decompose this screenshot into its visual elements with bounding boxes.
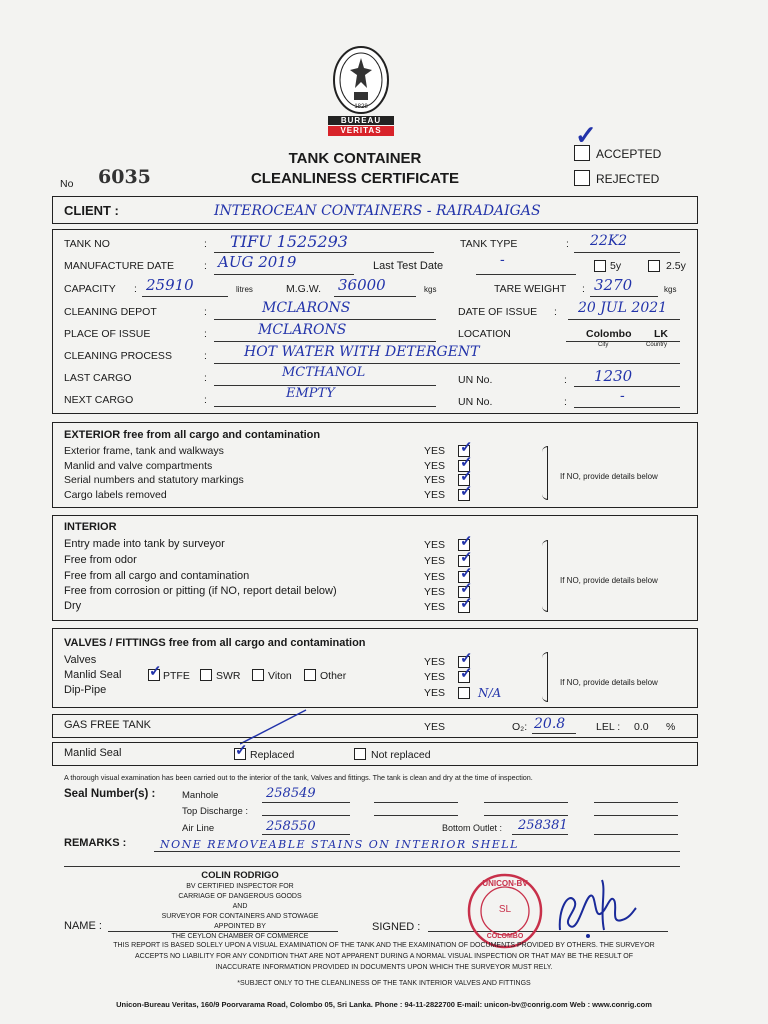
last-test-date-value: - xyxy=(500,252,505,268)
brace xyxy=(542,446,548,500)
air-line-label: Air Line xyxy=(182,823,215,834)
last-cargo-value: MCTHANOL xyxy=(282,365,366,380)
colon: : xyxy=(564,374,567,386)
logo-year: 1828 xyxy=(354,104,368,110)
last-test-date-label: Last Test Date xyxy=(373,260,444,272)
subject-note: *SUBJECT ONLY TO THE CLEANLINESS OF THE TANK INTERIOR VALVES AND FITTINGS xyxy=(237,980,531,987)
certificate-no-value: 6035 xyxy=(98,166,151,188)
remarks-line xyxy=(64,866,680,867)
yes-label: YES xyxy=(424,586,446,598)
remarks-value: NONE REMOVEABLE STAINS ON INTERIOR SHELL xyxy=(160,838,519,851)
remarks-line xyxy=(154,851,680,852)
rejected-checkbox[interactable] xyxy=(574,170,590,186)
check-mark: ✓ xyxy=(460,483,473,500)
manhole-label: Manhole xyxy=(182,790,219,801)
2-5y-label: 2.5y xyxy=(666,260,686,272)
2-5y-checkbox[interactable] xyxy=(648,260,660,272)
un-no-2-value: - xyxy=(620,388,625,404)
footer-address: Unicon-Bureau Veritas, 160/9 Poorvarama Road, Colombo 05, Sri Lanka. Phone : 94-11-2822700 E-mail: unicon-bv@conrig.com Web : www.conrig.com xyxy=(116,1000,652,1009)
yes-label: YES xyxy=(424,601,446,613)
manufacture-date-line xyxy=(214,274,354,275)
colon: : xyxy=(204,350,207,362)
seal-line xyxy=(374,802,458,803)
yes-label: YES xyxy=(424,555,446,567)
interior-item: Dry xyxy=(64,600,82,612)
tank-type-label: TANK TYPE xyxy=(460,238,518,250)
check-mark: ✓ xyxy=(460,439,473,456)
un-no-line xyxy=(574,386,680,387)
5y-checkbox[interactable] xyxy=(594,260,606,272)
viton-label: Viton xyxy=(268,670,292,682)
colon: : xyxy=(566,238,569,250)
seal-line xyxy=(594,815,678,816)
title-line-2: CLEANLINESS CERTIFICATE xyxy=(250,170,460,187)
last-test-date-line xyxy=(476,274,576,275)
city-caption: City xyxy=(598,342,609,348)
colon: : xyxy=(204,260,207,272)
valves-yes-checkbox[interactable] xyxy=(458,687,470,699)
inspector-line: CARRIAGE OF DANGEROUS GOODS xyxy=(178,893,302,900)
manlid-seal-row-label: Manlid Seal xyxy=(64,747,122,759)
next-cargo-value: EMPTY xyxy=(286,386,335,401)
location-city: Colombo xyxy=(586,328,632,340)
seal-line xyxy=(484,802,568,803)
swr-label: SWR xyxy=(216,670,241,682)
valves-label: Valves xyxy=(64,654,97,666)
next-cargo-line xyxy=(214,406,436,407)
other-label: Other xyxy=(320,670,347,682)
exterior-item: Exterior frame, tank and walkways xyxy=(64,445,224,457)
seal-line xyxy=(484,815,568,816)
un-no-2-line xyxy=(574,407,680,408)
lel-unit: % xyxy=(666,721,676,733)
accepted-check-mark: ✓ xyxy=(575,120,597,150)
top-discharge-line xyxy=(262,815,350,816)
tank-type-value: 22K2 xyxy=(590,233,628,249)
exterior-item: Serial numbers and statutory markings xyxy=(64,474,244,486)
capacity-label: CAPACITY xyxy=(64,283,116,295)
name-label: NAME : xyxy=(64,920,102,932)
inspector-line: SURVEYOR FOR CONTAINERS AND STOWAGE xyxy=(161,913,319,920)
stamp-top: UNICON-BV xyxy=(482,879,528,888)
cleaning-depot-label: CLEANING DEPOT xyxy=(64,306,157,318)
inspector-line: AND xyxy=(232,903,248,910)
logo-banner-top: BUREAU xyxy=(340,116,382,125)
seal-line xyxy=(594,802,678,803)
bottom-outlet-label: Bottom Outlet : xyxy=(442,823,503,833)
un-no-2-label: UN No. xyxy=(458,396,493,408)
tare-weight-value: 3270 xyxy=(594,276,633,294)
colon: : xyxy=(204,394,207,406)
interior-item: Free from corrosion or pitting (if NO, report detail below) xyxy=(64,585,337,597)
check-mark: ✓ xyxy=(460,650,473,667)
other-checkbox[interactable] xyxy=(304,669,316,681)
not-replaced-label: Not replaced xyxy=(371,749,431,761)
air-line-value: 258550 xyxy=(266,819,316,834)
tare-weight-line xyxy=(590,296,658,297)
tank-no-value: TIFU 1525293 xyxy=(230,232,348,251)
place-of-issue-value: MCLARONS xyxy=(258,322,347,338)
logo-banner-bottom: VERITAS xyxy=(340,126,382,135)
unicon-bv-stamp xyxy=(466,872,544,950)
check-mark: ✓ xyxy=(460,468,473,485)
next-cargo-label: NEXT CARGO xyxy=(64,394,134,406)
mgw-kgs-label: kgs xyxy=(424,285,437,294)
manufacture-date-label: MANUFACTURE DATE xyxy=(64,260,175,272)
un-no-value: 1230 xyxy=(594,367,633,385)
litres-label: litres xyxy=(236,285,253,294)
yes-label: YES xyxy=(424,539,446,551)
disclaimer-line-3: INACCURATE INFORMATION PROVIDED IN DOCUMENTS UPON WHICH THE SURVEYOR MUST RELY. xyxy=(215,964,553,971)
top-discharge-label: Top Discharge : xyxy=(182,806,249,817)
colon: : xyxy=(204,372,207,384)
yes-label: YES xyxy=(424,656,446,668)
interior-item: Free from all cargo and contamination xyxy=(64,570,250,582)
inspector-line: BV CERTIFIED INSPECTOR FOR xyxy=(186,883,294,890)
colon: : xyxy=(564,396,567,408)
seal-numbers-label: Seal Number(s) : xyxy=(64,788,156,800)
check-mark: ✓ xyxy=(460,665,473,682)
bottom-outlet-value: 258381 xyxy=(518,818,568,833)
bureau-veritas-logo xyxy=(320,44,402,138)
name-line xyxy=(108,931,338,932)
date-of-issue-line xyxy=(568,319,680,320)
tare-weight-label: TARE WEIGHT xyxy=(494,283,567,295)
tare-kgs-label: kgs xyxy=(664,285,677,294)
swr-checkbox[interactable] xyxy=(200,669,212,681)
stamp-center: SL xyxy=(498,904,512,915)
capacity-value: 25910 xyxy=(146,276,194,294)
colon: : xyxy=(204,238,207,250)
seal-line xyxy=(594,834,678,835)
yes-label: YES xyxy=(424,671,446,683)
inspection-statement: A thorough visual examination has been carried out to the interior of the tank, Valves and fittings. The tank is clean and dry at the time of inspection. xyxy=(64,773,533,782)
cleaning-depot-line xyxy=(214,319,436,320)
not-replaced-checkbox[interactable] xyxy=(354,748,366,760)
gas-yes-label: YES xyxy=(424,721,446,733)
manlid-seal-label: Manlid Seal xyxy=(64,669,122,681)
interior-item: Entry made into tank by surveyor xyxy=(64,538,225,550)
na-annotation: N/A xyxy=(478,686,502,700)
rejected-label: REJECTED xyxy=(596,172,660,186)
check-mark: ✓ xyxy=(460,595,473,612)
place-of-issue-line xyxy=(214,341,436,342)
brace xyxy=(542,540,548,612)
capacity-line xyxy=(142,296,228,297)
mgw-line xyxy=(334,296,416,297)
location-country: LK xyxy=(654,328,668,340)
cleaning-depot-value: MCLARONS xyxy=(262,300,351,316)
manhole-line xyxy=(262,802,350,803)
brace xyxy=(542,652,548,702)
colon: : xyxy=(134,283,137,295)
cleaning-process-line xyxy=(214,363,680,364)
exterior-note: If NO, provide details below xyxy=(560,472,658,481)
strike-line xyxy=(240,706,310,746)
cleaning-process-value: HOT WATER WITH DETERGENT xyxy=(244,344,480,360)
colon: : xyxy=(204,306,207,318)
colon: : xyxy=(204,328,207,340)
inspector-line: APPOINTED BY xyxy=(214,923,266,930)
mgw-label: M.G.W. xyxy=(286,283,321,295)
date-of-issue-value: 20 JUL 2021 xyxy=(578,300,668,316)
check-mark: ✓ xyxy=(460,549,473,566)
date-of-issue-label: DATE OF ISSUE xyxy=(458,306,538,318)
seal-line xyxy=(374,815,458,816)
manufacture-date-value: AUG 2019 xyxy=(218,253,297,271)
lel-label: LEL : xyxy=(596,721,621,733)
exterior-item: Cargo labels removed xyxy=(64,489,167,501)
handwritten-signature xyxy=(540,870,640,946)
interior-note: If NO, provide details below xyxy=(560,576,658,585)
interior-item: Free from odor xyxy=(64,554,137,566)
interior-title: INTERIOR xyxy=(64,521,117,533)
remarks-label: REMARKS : xyxy=(64,837,127,849)
client-label: CLIENT : xyxy=(64,203,119,218)
check-mark: ✓ xyxy=(149,663,162,680)
check-mark: ✓ xyxy=(460,580,473,597)
yes-label: YES xyxy=(424,571,446,583)
stamp-bottom: COLOMBO xyxy=(486,933,524,940)
yes-label: YES xyxy=(424,445,446,457)
location-label: LOCATION xyxy=(458,328,511,340)
disclaimer-line-2: ACCEPTS NO LIABILITY FOR ANY CONDITION THAT ARE NOT APPARENT DURING A NORMAL VISUAL INSPECTION OR THAT MAY BE THE RESULT OF xyxy=(134,953,634,960)
ptfe-label: PTFE xyxy=(163,670,190,682)
yes-label: YES xyxy=(424,489,446,501)
inspector-line: THE CEYLON CHAMBER OF COMMERCE xyxy=(171,933,309,940)
check-mark: ✓ xyxy=(460,454,473,471)
certificate-no-label: No xyxy=(60,178,74,190)
yes-label: YES xyxy=(424,474,446,486)
check-mark: ✓ xyxy=(460,533,473,550)
dip-pipe-label: Dip-Pipe xyxy=(64,684,107,696)
check-mark: ✓ xyxy=(460,565,473,582)
accepted-label: ACCEPTED xyxy=(596,147,662,161)
o2-label: O₂: xyxy=(512,721,528,733)
tank-type-line xyxy=(574,252,680,253)
exterior-item: Manlid and valve compartments xyxy=(64,460,213,472)
o2-value: 20.8 xyxy=(534,716,566,732)
interior-box xyxy=(52,515,698,621)
colon: : xyxy=(554,306,557,318)
gas-free-label: GAS FREE TANK xyxy=(64,719,152,731)
place-of-issue-label: PLACE OF ISSUE xyxy=(64,328,151,340)
tank-no-label: TANK NO xyxy=(64,238,110,250)
lel-value: 0.0 xyxy=(634,721,649,733)
air-line-line xyxy=(262,834,350,835)
title-line-1: TANK CONTAINER xyxy=(288,150,422,167)
5y-label: 5y xyxy=(610,260,622,272)
valves-title: VALVES / FITTINGS free from all cargo and contamination xyxy=(64,637,366,649)
colon: : xyxy=(582,283,585,295)
mgw-value: 36000 xyxy=(338,276,386,294)
signed-label: SIGNED : xyxy=(372,921,421,933)
viton-checkbox[interactable] xyxy=(252,669,264,681)
check-mark: ✓ xyxy=(235,742,248,759)
manhole-value: 258549 xyxy=(266,786,316,801)
country-caption: Country xyxy=(646,342,668,348)
cleaning-process-label: CLEANING PROCESS xyxy=(64,350,172,362)
yes-label: YES xyxy=(424,687,446,699)
un-no-label: UN No. xyxy=(458,374,493,386)
bottom-outlet-line xyxy=(512,834,568,835)
inspector-name: COLIN RODRIGO xyxy=(201,870,279,881)
valves-note: If NO, provide details below xyxy=(560,678,658,687)
o2-line xyxy=(532,733,576,734)
disclaimer-line-1: THIS REPORT IS BASED SOLELY UPON A VISUAL EXAMINATION OF THE TANK AND THE EXAMINATION OF DOCUMENTS PROVIDED BY OTHERS. THE SURVEYOR xyxy=(113,942,655,949)
client-value: INTEROCEAN CONTAINERS - RAIRADAIGAS xyxy=(214,203,541,219)
last-cargo-label: LAST CARGO xyxy=(64,372,132,384)
yes-label: YES xyxy=(424,460,446,472)
exterior-title: EXTERIOR free from all cargo and contamination xyxy=(64,429,321,441)
replaced-label: Replaced xyxy=(250,749,295,761)
